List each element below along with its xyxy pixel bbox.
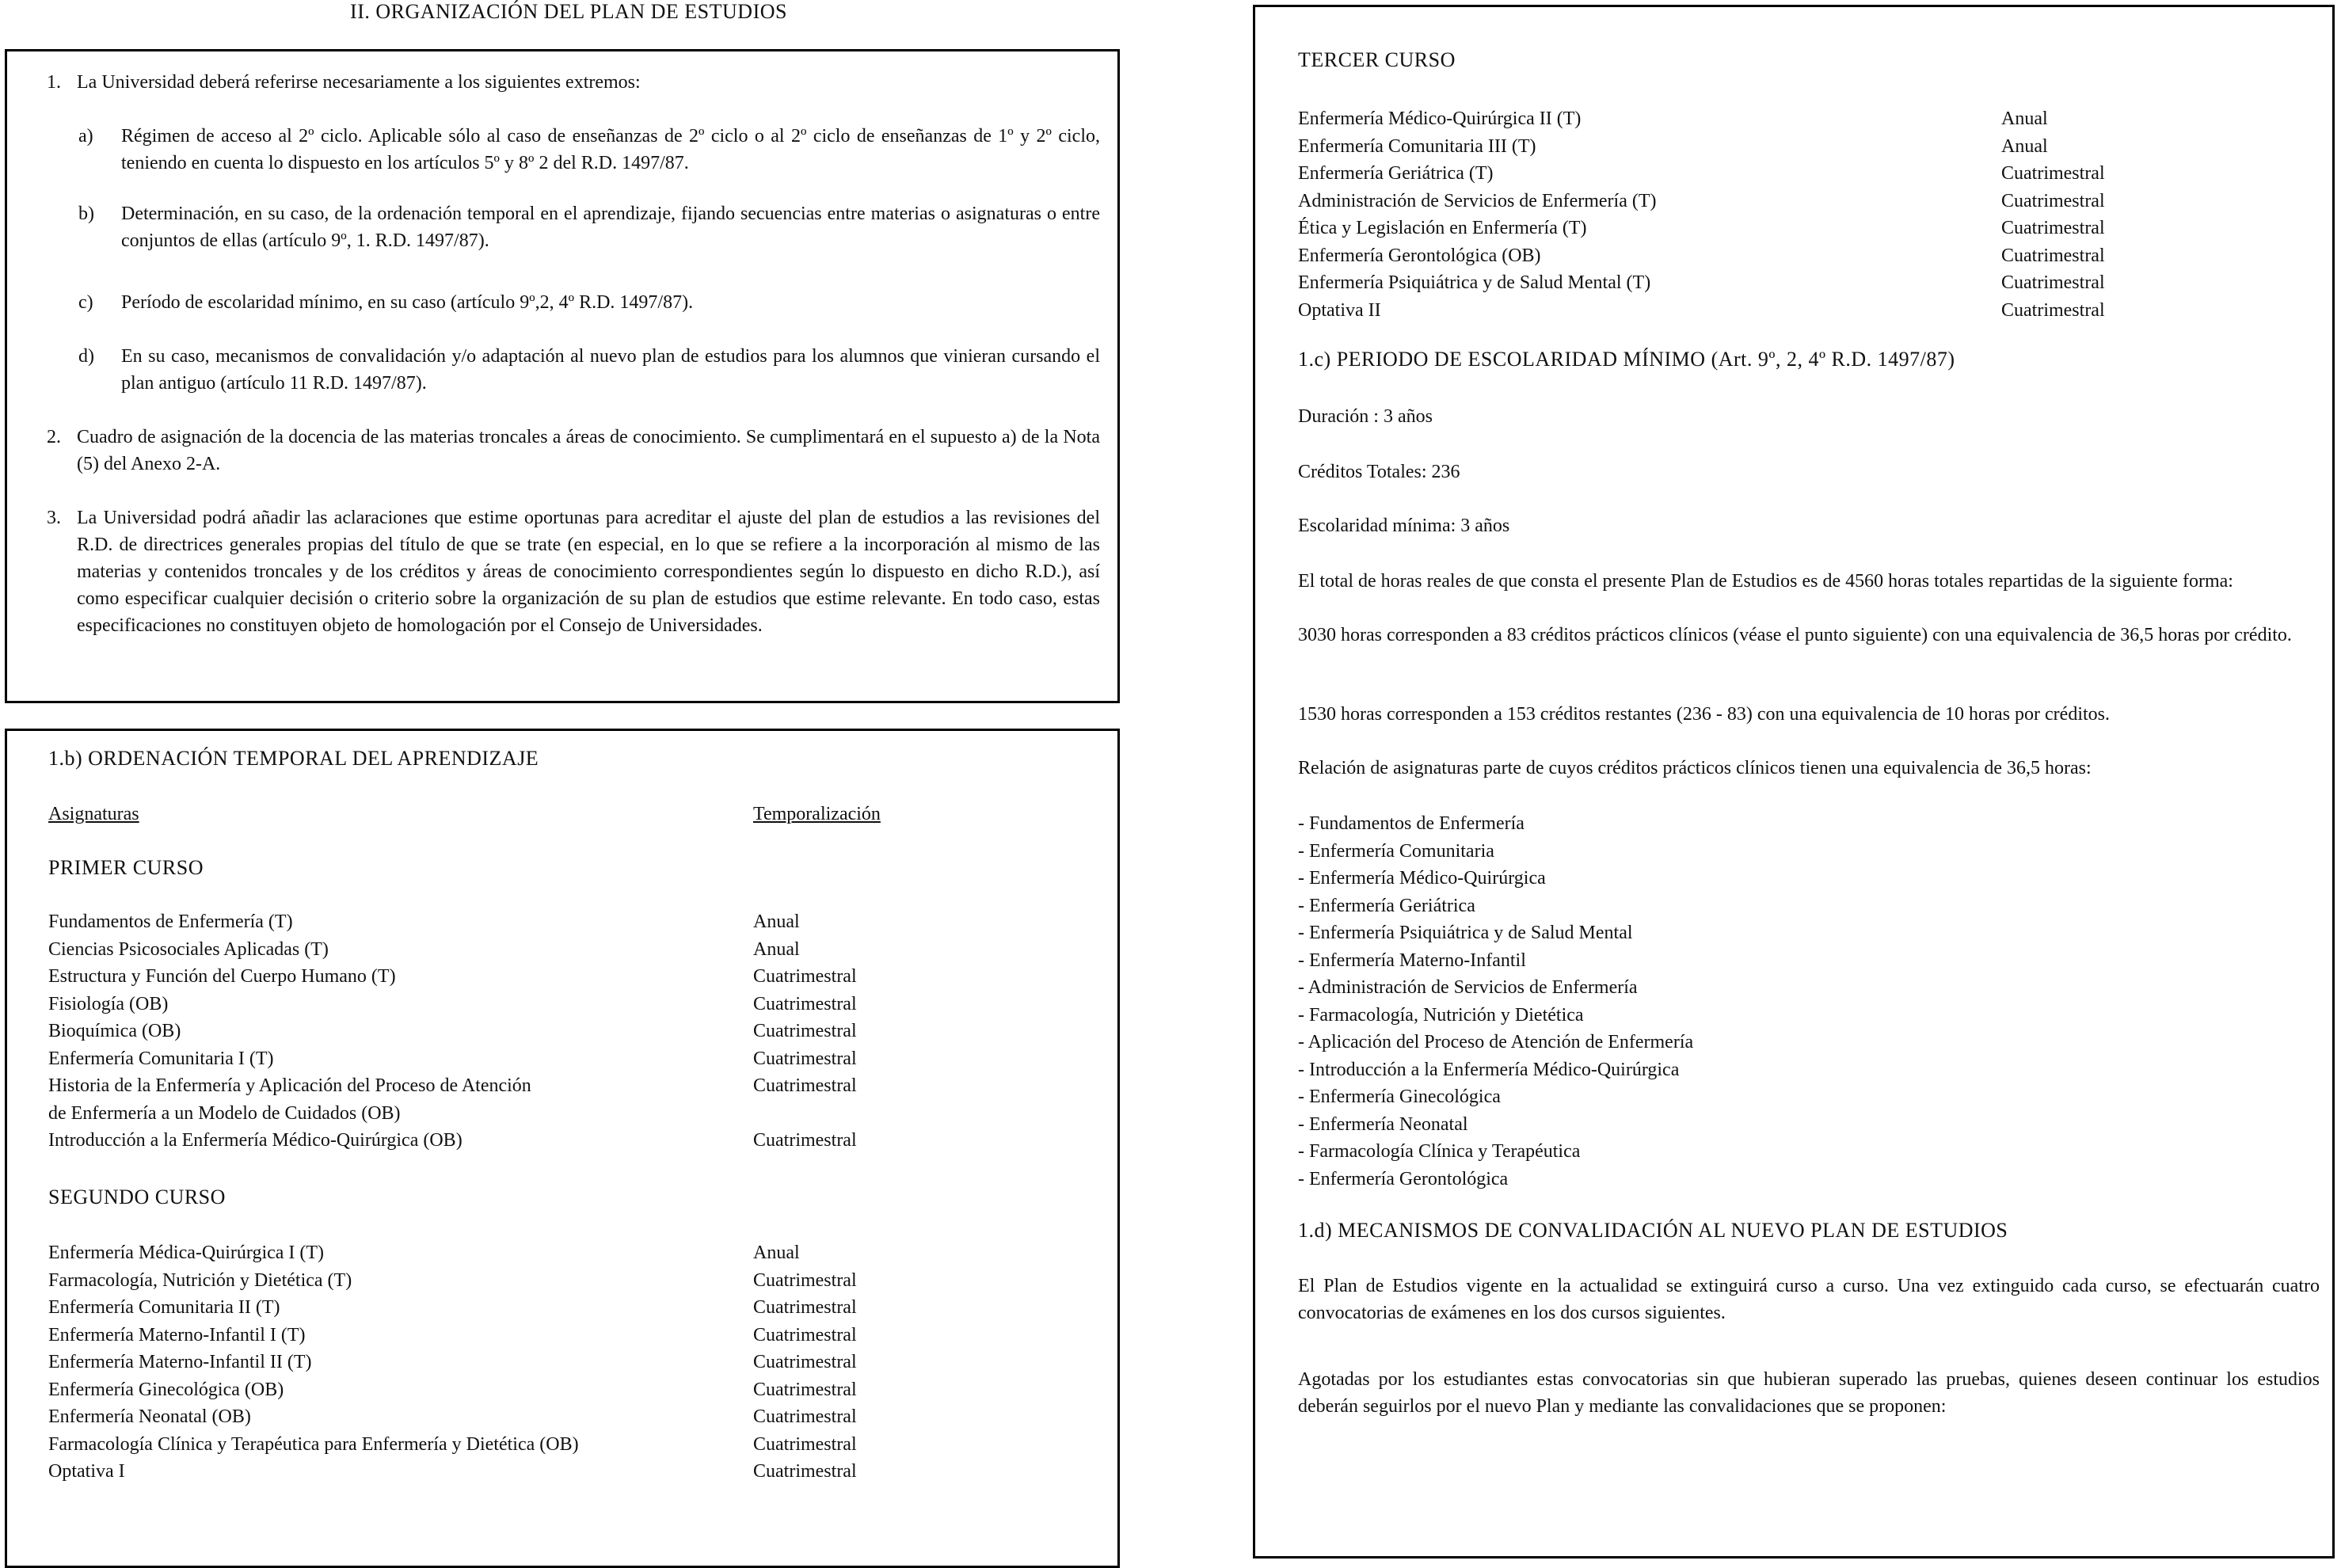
subject-time: Cuatrimestral — [2001, 163, 2105, 184]
table-row — [48, 1072, 1078, 1100]
table-row — [1298, 105, 2312, 133]
subject-time: Cuatrimestral — [753, 993, 857, 1014]
subject-time: Cuatrimestral — [753, 1324, 857, 1345]
item-num: b) — [78, 204, 94, 224]
list-item: - Enfermería Ginecológica — [1298, 1087, 1501, 1107]
subject-time: Cuatrimestral — [753, 1433, 857, 1455]
subject-time: Anual — [2001, 108, 2048, 129]
total-horas-paragraph: El total de horas reales de que consta el presente Plan de Estudios es de 4560 horas totales repartidas de la siguiente forma: — [1298, 571, 2233, 592]
table-row — [1298, 297, 2312, 325]
item-text: Cuadro de asignación de la docencia de las materias troncales a áreas de conocimiento. Se cumplimentará en el supuesto a) de la Nota (5) del Anexo 2-A. — [77, 427, 1100, 474]
item-num: 1. — [47, 72, 61, 93]
subject-name: Enfermería Comunitaria III (T) — [1298, 135, 1536, 157]
item-text: Régimen de acceso al 2º ciclo. Aplicable sólo al caso de enseñanzas de 2º ciclo o al 2º ciclo de enseñanzas de 1º y 2º ciclo, teniendo en cuenta lo dispuesto en los artículos 5º y 8º 2 del R.D. 1497/87. — [121, 126, 1100, 173]
subject-time: Anual — [753, 911, 800, 932]
subject-time: Anual — [2001, 135, 2048, 157]
item-text: Período de escolaridad mínimo, en su caso (artículo 9º,2, 4º R.D. 1497/87). — [121, 292, 694, 313]
item-2 — [47, 424, 1100, 478]
list-item: - Farmacología, Nutrición y Dietética — [1298, 1004, 1584, 1026]
item-text: La Universidad deberá referirse necesariamente a los siguientes extremos: — [77, 72, 641, 93]
table-row — [48, 908, 1078, 936]
list-item: - Farmacología Clínica y Terapéutica — [1298, 1141, 1581, 1162]
subject-name: Administración de Servicios de Enfermería (T) — [1298, 190, 1657, 211]
item-b — [78, 200, 1100, 254]
subject-name: de Enfermería a un Modelo de Cuidados (OB) — [48, 1102, 401, 1124]
table-row — [48, 1127, 1078, 1155]
subject-name: Enfermería Gerontológica (OB) — [1298, 245, 1541, 266]
list-item: - Enfermería Médico-Quirúrgica — [1298, 868, 1546, 889]
tercer-table — [1298, 105, 2312, 324]
year-title-segundo: SEGUNDO CURSO — [48, 1186, 226, 1208]
subject-name: Enfermería Neonatal (OB) — [48, 1406, 251, 1427]
subject-name: Enfermería Médico-Quirúrgica II (T) — [1298, 108, 1582, 129]
instructions-box — [5, 49, 1120, 703]
table-row — [48, 991, 1078, 1018]
item-text: En su caso, mecanismos de convalidación y/o adaptación al nuevo plan de estudios para los alumnos que vinieran cursando el plan antiguo (artículo 11 R.D. 1497/87). — [121, 346, 1100, 394]
table-row — [1298, 242, 2312, 270]
year-title-primer: PRIMER CURSO — [48, 856, 204, 879]
subject-name: Introducción a la Enfermería Médico-Quirúrgica (OB) — [48, 1130, 462, 1151]
subject-time: Cuatrimestral — [753, 1075, 857, 1096]
subject-name: Ciencias Psicosociales Aplicadas (T) — [48, 938, 329, 960]
subject-name: Enfermería Médica-Quirúrgica I (T) — [48, 1243, 325, 1263]
horas-3030-paragraph: 3030 horas corresponden a 83 créditos prácticos clínicos (véase el punto siguiente) con una equivalencia de 36,5 horas por crédito. — [1298, 625, 2292, 645]
subject-time: Cuatrimestral — [753, 1021, 857, 1041]
subject-name: Bioquímica (OB) — [48, 1021, 181, 1041]
temporal-box — [5, 729, 1120, 1568]
subject-name: Fundamentos de Enfermería (T) — [48, 911, 293, 932]
table-row — [48, 1376, 1078, 1404]
subject-name: Estructura y Función del Cuerpo Humano (T) — [48, 966, 396, 987]
subject-time: Cuatrimestral — [753, 1406, 857, 1427]
subject-time: Cuatrimestral — [753, 1048, 857, 1069]
table-row — [48, 1018, 1078, 1045]
table-row — [1298, 269, 2312, 297]
subject-name: Ética y Legislación en Enfermería (T) — [1298, 218, 1587, 238]
table-row — [48, 936, 1078, 964]
item-num: a) — [78, 126, 93, 147]
table-row — [1298, 133, 2312, 161]
agotadas-paragraph: Agotadas por los estudiantes estas convocatorias sin que hubieran superado las pruebas, quienes deseen continuar los estudios deberán seguirlos por el nuevo Plan y mediante las convalidaciones que se proponen: — [1298, 1369, 2320, 1417]
table-row — [1298, 188, 2312, 215]
table-row — [48, 1431, 1078, 1459]
table-row — [1298, 215, 2312, 242]
table-row — [48, 1458, 1078, 1486]
item-text: La Universidad podrá añadir las aclaraciones que estime oportunas para acreditar el ajuste del plan de estudios a las revisiones del R.D. de directrices generales propias del título de que se trate (en especial, en lo que se refiere a la incorporación al mismo de las materias y contenidos troncales y de los créditos y áreas de conocimiento correspondientes según lo dispuesto en dicho R.D.), así como especificar cualquier decisión o criterio sobre la organización de su plan de estudios que estime relevante. En todo caso, estas especificaciones no constituyen objeto de homologación por el Consejo de Universidades. — [77, 508, 1100, 636]
subject-time: Cuatrimestral — [753, 1352, 857, 1372]
list-item: - Aplicación del Proceso de Atención de Enfermería — [1298, 1032, 1694, 1052]
subject-name: Historia de la Enfermería y Aplicación del Proceso de Atención — [48, 1075, 531, 1096]
subject-name: Farmacología Clínica y Terapéutica para Enfermería y Dietética (OB) — [48, 1433, 579, 1455]
list-item: - Enfermería Psiquiátrica y de Salud Mental — [1298, 923, 1633, 943]
subject-time: Cuatrimestral — [2001, 299, 2105, 321]
table-row — [48, 1403, 1078, 1431]
item-num: 2. — [47, 427, 61, 447]
periodo-heading: 1.c) PERIODO DE ESCOLARIDAD MÍNIMO (Art. 9º, 2, 4º R.D. 1497/87) — [1298, 348, 1955, 371]
primer-table — [48, 908, 1078, 1155]
subject-name: Optativa I — [48, 1461, 125, 1482]
item-3 — [47, 504, 1100, 639]
asignaturas-list — [1298, 810, 2011, 1193]
item-num: d) — [78, 346, 94, 367]
col-header-subject: Asignaturas — [48, 804, 139, 824]
subject-time: Cuatrimestral — [753, 1269, 857, 1291]
subject-time: Cuatrimestral — [2001, 218, 2105, 238]
subject-name: Enfermería Materno-Infantil I (T) — [48, 1324, 306, 1345]
subject-name: Enfermería Comunitaria II (T) — [48, 1297, 280, 1318]
col-header-time: Temporalización — [753, 804, 881, 824]
table-row — [48, 1294, 1078, 1322]
list-item: - Enfermería Comunitaria — [1298, 840, 1494, 862]
item-d — [78, 343, 1100, 397]
subject-time: Cuatrimestral — [753, 1130, 857, 1151]
table-row — [48, 1349, 1078, 1376]
table-row — [48, 1100, 1078, 1128]
table-row — [48, 963, 1078, 991]
vigente-paragraph: El Plan de Estudios vigente en la actualidad se extinguirá curso a curso. Una vez extinguido cada curso, se efectuarán cuatro convocatorias de exámenes en los dos cursos siguientes. — [1298, 1276, 2320, 1323]
subject-time: Cuatrimestral — [2001, 190, 2105, 211]
item-c — [78, 289, 1100, 316]
table-row — [1298, 160, 2312, 188]
item-a — [78, 123, 1100, 177]
subject-time: Cuatrimestral — [753, 1379, 857, 1400]
subject-time: Cuatrimestral — [2001, 272, 2105, 293]
subject-name: Enfermería Geriátrica (T) — [1298, 163, 1494, 184]
relacion-paragraph: Relación de asignaturas parte de cuyos créditos prácticos clínicos tienen una equivalencia de 36,5 horas: — [1298, 758, 2092, 778]
horas-1530-paragraph: 1530 horas corresponden a 153 créditos restantes (236 - 83) con una equivalencia de 10 horas por créditos. — [1298, 704, 2111, 725]
item-text: Determinación, en su caso, de la ordenación temporal en el aprendizaje, fijando secuencias entre materias o asignaturas o entre conjuntos de ellas (artículo 9º, 1. R.D. 1497/87). — [121, 204, 1100, 251]
duracion-text: Duración : 3 años — [1298, 406, 1433, 427]
mecanismos-heading: 1.d) MECANISMOS DE CONVALIDACIÓN AL NUEVO PLAN DE ESTUDIOS — [1298, 1219, 2008, 1242]
right-page-box — [1253, 5, 2335, 1558]
subject-name: Enfermería Ginecológica (OB) — [48, 1379, 284, 1400]
list-item: - Enfermería Neonatal — [1298, 1113, 1468, 1135]
subject-time: Anual — [753, 1243, 800, 1263]
subject-name: Farmacología, Nutrición y Dietética (T) — [48, 1269, 352, 1291]
list-item: - Enfermería Materno-Infantil — [1298, 950, 1526, 971]
subject-time: Cuatrimestral — [2001, 245, 2105, 266]
item-num: c) — [78, 292, 93, 313]
table-row — [48, 1239, 1078, 1267]
section-heading: 1.b) ORDENACIÓN TEMPORAL DEL APRENDIZAJE — [48, 747, 539, 770]
table-row — [48, 1045, 1078, 1073]
subject-time: Cuatrimestral — [753, 966, 857, 987]
list-item: - Administración de Servicios de Enfermería — [1298, 977, 1638, 998]
item-num: 3. — [47, 508, 61, 528]
escolaridad-text: Escolaridad mínima: 3 años — [1298, 516, 1510, 536]
subject-name: Fisiología (OB) — [48, 993, 169, 1014]
subject-name: Enfermería Psiquiátrica y de Salud Mental (T) — [1298, 272, 1651, 293]
list-item: - Enfermería Geriátrica — [1298, 895, 1475, 916]
creditos-text: Créditos Totales: 236 — [1298, 462, 1460, 482]
list-item: - Enfermería Gerontológica — [1298, 1168, 1509, 1189]
list-item: - Introducción a la Enfermería Médico-Quirúrgica — [1298, 1059, 1680, 1080]
subject-name: Enfermería Comunitaria I (T) — [48, 1048, 274, 1069]
subject-time: Cuatrimestral — [753, 1461, 857, 1482]
page-title: II. ORGANIZACIÓN DEL PLAN DE ESTUDIOS — [350, 0, 787, 23]
segundo-table — [48, 1239, 1078, 1486]
subject-time: Cuatrimestral — [753, 1297, 857, 1318]
subject-time: Anual — [753, 938, 800, 960]
subject-name: Enfermería Materno-Infantil II (T) — [48, 1352, 312, 1372]
table-row — [48, 1322, 1078, 1349]
table-row — [48, 1267, 1078, 1295]
list-item: - Fundamentos de Enfermería — [1298, 813, 1525, 834]
year-title-tercer: TERCER CURSO — [1298, 48, 1456, 71]
subject-name: Optativa II — [1298, 299, 1381, 321]
